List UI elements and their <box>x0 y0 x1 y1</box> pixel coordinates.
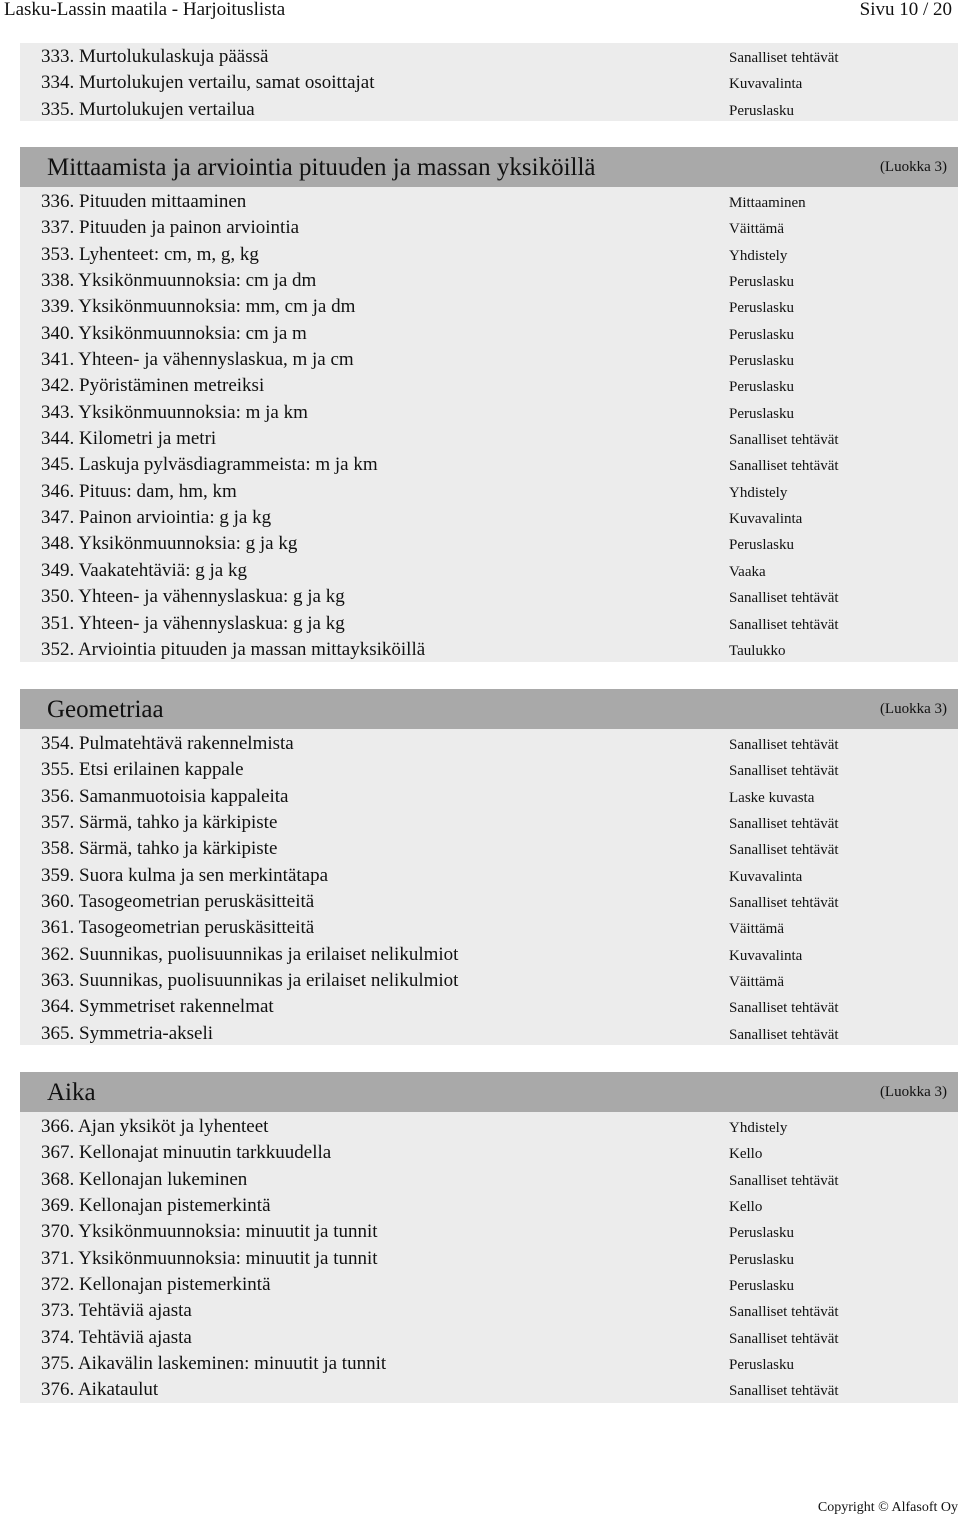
exercise-row[interactable] <box>20 479 958 505</box>
exercise-row[interactable] <box>20 97 958 123</box>
exercise-type: Peruslasku <box>729 353 794 370</box>
exercise-type: Sanalliset tehtävät <box>729 50 839 66</box>
exercise-row[interactable] <box>20 1246 958 1272</box>
exercise-name[interactable]: 336. Pituuden mittaaminen <box>41 191 247 212</box>
exercise-name[interactable]: 344. Kilometri ja metri <box>41 428 217 450</box>
exercise-row[interactable] <box>20 294 958 320</box>
exercise-type: Kuvavalinta <box>729 511 803 528</box>
section-header <box>20 689 958 729</box>
exercise-type: Mittaaminen <box>729 195 806 211</box>
exercise-row[interactable] <box>20 1351 958 1377</box>
exercise-row[interactable] <box>20 584 958 610</box>
exercise-row[interactable] <box>20 784 958 810</box>
exercise-name[interactable]: 334. Murtolukujen vertailu, samat osoittajat <box>41 72 375 94</box>
exercise-type: Sanalliset tehtävät <box>729 1172 839 1189</box>
exercise-type: Väittämä <box>729 974 784 991</box>
exercise-name[interactable]: 350. Yhteen- ja vähennyslaskua: g ja kg <box>41 586 345 608</box>
section-time <box>20 1072 958 1403</box>
exercise-name[interactable]: 359. Suora kulma ja sen merkintätapa <box>41 864 329 886</box>
exercise-row[interactable] <box>20 426 958 452</box>
exercise-type: Sanalliset tehtävät <box>729 763 839 780</box>
exercise-type: Kuvavalinta <box>729 76 803 93</box>
exercise-type: Väittämä <box>729 221 784 238</box>
exercise-type: Peruslasku <box>729 102 794 119</box>
exercise-name[interactable]: 337. Pituuden ja painon arviointia <box>41 217 300 239</box>
exercise-name[interactable]: 367. Kellonajat minuutin tarkkuudella <box>41 1142 332 1164</box>
document-title: Lasku-Lassin maatila - Harjoituslista <box>4 0 286 20</box>
exercise-row[interactable] <box>20 942 958 968</box>
exercise-name[interactable]: 341. Yhteen- ja vähennyslaskua, m ja cm <box>41 349 354 371</box>
exercise-row[interactable] <box>20 321 958 347</box>
exercise-name[interactable]: 374. Tehtäviä ajasta <box>41 1326 192 1348</box>
exercise-type: Peruslasku <box>729 1357 794 1374</box>
exercise-row[interactable] <box>20 373 958 399</box>
exercise-name[interactable]: 376. Aikataulut <box>41 1379 159 1401</box>
exercise-type: Sanalliset tehtävät <box>729 458 839 475</box>
exercise-row[interactable] <box>20 242 958 268</box>
exercise-row[interactable] <box>20 1114 958 1140</box>
exercise-type: Yhdistely <box>729 247 788 264</box>
exercise-row[interactable] <box>20 915 958 941</box>
exercise-name[interactable]: 346. Pituus: dam, hm, km <box>41 480 237 502</box>
section-fractions-continued <box>20 43 958 121</box>
section-title: Geometriaa <box>47 696 164 723</box>
copyright-footer: Copyright © Alfasoft Oy <box>817 1500 958 1515</box>
exercise-name[interactable]: 375. Aikavälin laskeminen: minuutit ja tunnit <box>41 1353 387 1375</box>
exercise-name[interactable]: 343. Yksikönmuunnoksia: m ja km <box>41 401 308 423</box>
exercise-name[interactable]: 357. Särmä, tahko ja kärkipiste <box>41 812 278 834</box>
exercise-name[interactable]: 333. Murtolukulaskuja päässä <box>41 46 269 67</box>
exercise-name[interactable]: 361. Tasogeometrian peruskäsitteitä <box>41 917 315 939</box>
exercise-name[interactable]: 371. Yksikönmuunnoksia: minuutit ja tunnit <box>41 1247 378 1269</box>
exercise-type: Taulukko <box>729 642 786 659</box>
exercise-type: Peruslasku <box>729 405 794 422</box>
exercise-type: Kuvavalinta <box>729 868 803 885</box>
exercise-list <box>20 44 958 123</box>
exercise-row[interactable] <box>20 994 958 1020</box>
exercise-name[interactable]: 340. Yksikönmuunnoksia: cm ja m <box>41 322 307 344</box>
exercise-type: Sanalliset tehtävät <box>729 737 839 753</box>
exercise-name[interactable]: 366. Ajan yksiköt ja lyhenteet <box>41 1116 269 1137</box>
exercise-row[interactable] <box>20 452 958 478</box>
exercise-type: Sanalliset tehtävät <box>729 1304 839 1321</box>
exercise-type: Sanalliset tehtävät <box>729 1026 839 1043</box>
exercise-list <box>20 731 958 1047</box>
exercise-type: Sanalliset tehtävät <box>729 895 839 912</box>
exercise-row[interactable] <box>20 889 958 915</box>
exercise-type: Peruslasku <box>729 1278 794 1295</box>
section-header <box>20 1072 958 1112</box>
exercise-type: Vaaka <box>729 563 766 580</box>
section-measurement <box>20 147 958 662</box>
section-header <box>20 147 958 187</box>
exercise-name[interactable]: 358. Särmä, tahko ja kärkipiste <box>41 838 278 860</box>
exercise-type: Sanalliset tehtävät <box>729 1000 839 1017</box>
section-grade: (Luokka 3) <box>879 159 947 175</box>
exercise-name[interactable]: 339. Yksikönmuunnoksia: mm, cm ja dm <box>41 296 356 318</box>
exercise-type: Peruslasku <box>729 1251 794 1268</box>
exercise-name[interactable]: 356. Samanmuotoisia kappaleita <box>41 785 289 807</box>
exercise-name[interactable]: 353. Lyhenteet: cm, m, g, kg <box>41 243 259 265</box>
exercise-type: Laske kuvasta <box>729 789 815 806</box>
exercise-row[interactable] <box>20 44 958 70</box>
exercise-row[interactable] <box>20 1298 958 1324</box>
exercise-name[interactable]: 345. Laskuja pylväsdiagrammeista: m ja km <box>41 454 378 476</box>
exercise-name[interactable]: 351. Yhteen- ja vähennyslaskua: g ja kg <box>41 612 345 634</box>
exercise-list <box>20 189 958 663</box>
exercise-name[interactable]: 363. Suunnikas, puolisuunnikas ja erilaiset nelikulmiot <box>41 970 459 992</box>
exercise-row[interactable] <box>20 70 958 96</box>
exercise-row[interactable] <box>20 1377 958 1403</box>
exercise-type: Peruslasku <box>729 300 794 317</box>
exercise-type: Yhdistely <box>729 484 788 501</box>
exercise-row[interactable] <box>20 268 958 294</box>
exercise-name[interactable]: 360. Tasogeometrian peruskäsitteitä <box>41 891 315 913</box>
exercise-row[interactable] <box>20 1167 958 1193</box>
exercise-row[interactable] <box>20 215 958 241</box>
exercise-name[interactable]: 368. Kellonajan lukeminen <box>41 1168 248 1190</box>
exercise-row[interactable] <box>20 863 958 889</box>
exercise-type: Peruslasku <box>729 274 794 291</box>
exercise-name[interactable]: 349. Vaakatehtäviä: g ja kg <box>41 559 247 581</box>
exercise-row[interactable] <box>20 968 958 994</box>
exercise-list <box>20 1114 958 1404</box>
exercise-type: Sanalliset tehtävät <box>729 1330 839 1347</box>
exercise-row[interactable] <box>20 637 958 663</box>
exercise-row[interactable] <box>20 1325 958 1351</box>
exercise-row[interactable] <box>20 400 958 426</box>
exercise-row[interactable] <box>20 1193 958 1219</box>
exercise-row[interactable] <box>20 189 958 215</box>
section-title: Aika <box>47 1079 96 1106</box>
exercise-row[interactable] <box>20 1140 958 1166</box>
exercise-type: Kello <box>729 1199 763 1216</box>
section-title: Mittaamista ja arviointia pituuden ja massan yksiköillä <box>47 154 596 181</box>
exercise-row[interactable] <box>20 1272 958 1298</box>
section-grade: (Luokka 3) <box>879 701 947 717</box>
exercise-name[interactable]: 348. Yksikönmuunnoksia: g ja kg <box>41 533 298 555</box>
exercise-type: Kuvavalinta <box>729 947 803 964</box>
exercise-row[interactable] <box>20 505 958 531</box>
exercise-name[interactable]: 347. Painon arviointia: g ja kg <box>41 507 272 529</box>
exercise-row[interactable] <box>20 347 958 373</box>
page-header <box>4 0 954 22</box>
exercise-type: Sanalliset tehtävät <box>729 1383 839 1400</box>
exercise-row[interactable] <box>20 1219 958 1245</box>
exercise-name[interactable]: 369. Kellonajan pistemerkintä <box>41 1195 271 1217</box>
exercise-type: Peruslasku <box>729 379 794 396</box>
exercise-type: Sanalliset tehtävät <box>729 590 839 607</box>
exercise-row[interactable] <box>20 731 958 757</box>
exercise-type: Peruslasku <box>729 1225 794 1242</box>
exercise-row[interactable] <box>20 757 958 783</box>
exercise-name[interactable]: 364. Symmetriset rakennelmat <box>41 996 274 1018</box>
exercise-name[interactable]: 335. Murtolukujen vertailua <box>41 98 255 120</box>
page-number: Sivu 10 / 20 <box>859 0 952 20</box>
exercise-row[interactable] <box>20 611 958 637</box>
exercise-name[interactable]: 352. Arviointia pituuden ja massan mittayksiköillä <box>41 638 426 660</box>
exercise-row[interactable] <box>20 836 958 862</box>
exercise-row[interactable] <box>20 810 958 836</box>
exercise-type: Sanalliset tehtävät <box>729 432 839 449</box>
exercise-name[interactable]: 365. Symmetria-akseli <box>41 1022 214 1044</box>
exercise-name[interactable]: 362. Suunnikas, puolisuunnikas ja erilaiset nelikulmiot <box>41 943 459 965</box>
section-geometry <box>20 689 958 1045</box>
section-grade: (Luokka 3) <box>879 1084 947 1100</box>
exercise-name[interactable]: 342. Pyöristäminen metreiksi <box>41 375 265 397</box>
exercise-name[interactable]: 370. Yksikönmuunnoksia: minuutit ja tunnit <box>41 1221 378 1243</box>
exercise-type: Peruslasku <box>729 537 794 554</box>
exercise-type: Sanalliset tehtävät <box>729 842 839 859</box>
exercise-type: Sanalliset tehtävät <box>729 616 839 633</box>
exercise-name[interactable]: 373. Tehtäviä ajasta <box>41 1300 192 1322</box>
exercise-type: Yhdistely <box>729 1120 788 1136</box>
exercise-name[interactable]: 354. Pulmatehtävä rakennelmista <box>41 733 294 754</box>
exercise-type: Peruslasku <box>729 326 794 343</box>
exercise-row[interactable] <box>20 531 958 557</box>
exercise-name[interactable]: 338. Yksikönmuunnoksia: cm ja dm <box>41 270 317 292</box>
exercise-type: Sanalliset tehtävät <box>729 816 839 833</box>
exercise-type: Kello <box>729 1146 763 1163</box>
exercise-type: Väittämä <box>729 921 784 938</box>
exercise-row[interactable] <box>20 558 958 584</box>
exercise-name[interactable]: 355. Etsi erilainen kappale <box>41 759 244 781</box>
exercise-name[interactable]: 372. Kellonajan pistemerkintä <box>41 1274 271 1296</box>
exercise-row[interactable] <box>20 1021 958 1047</box>
